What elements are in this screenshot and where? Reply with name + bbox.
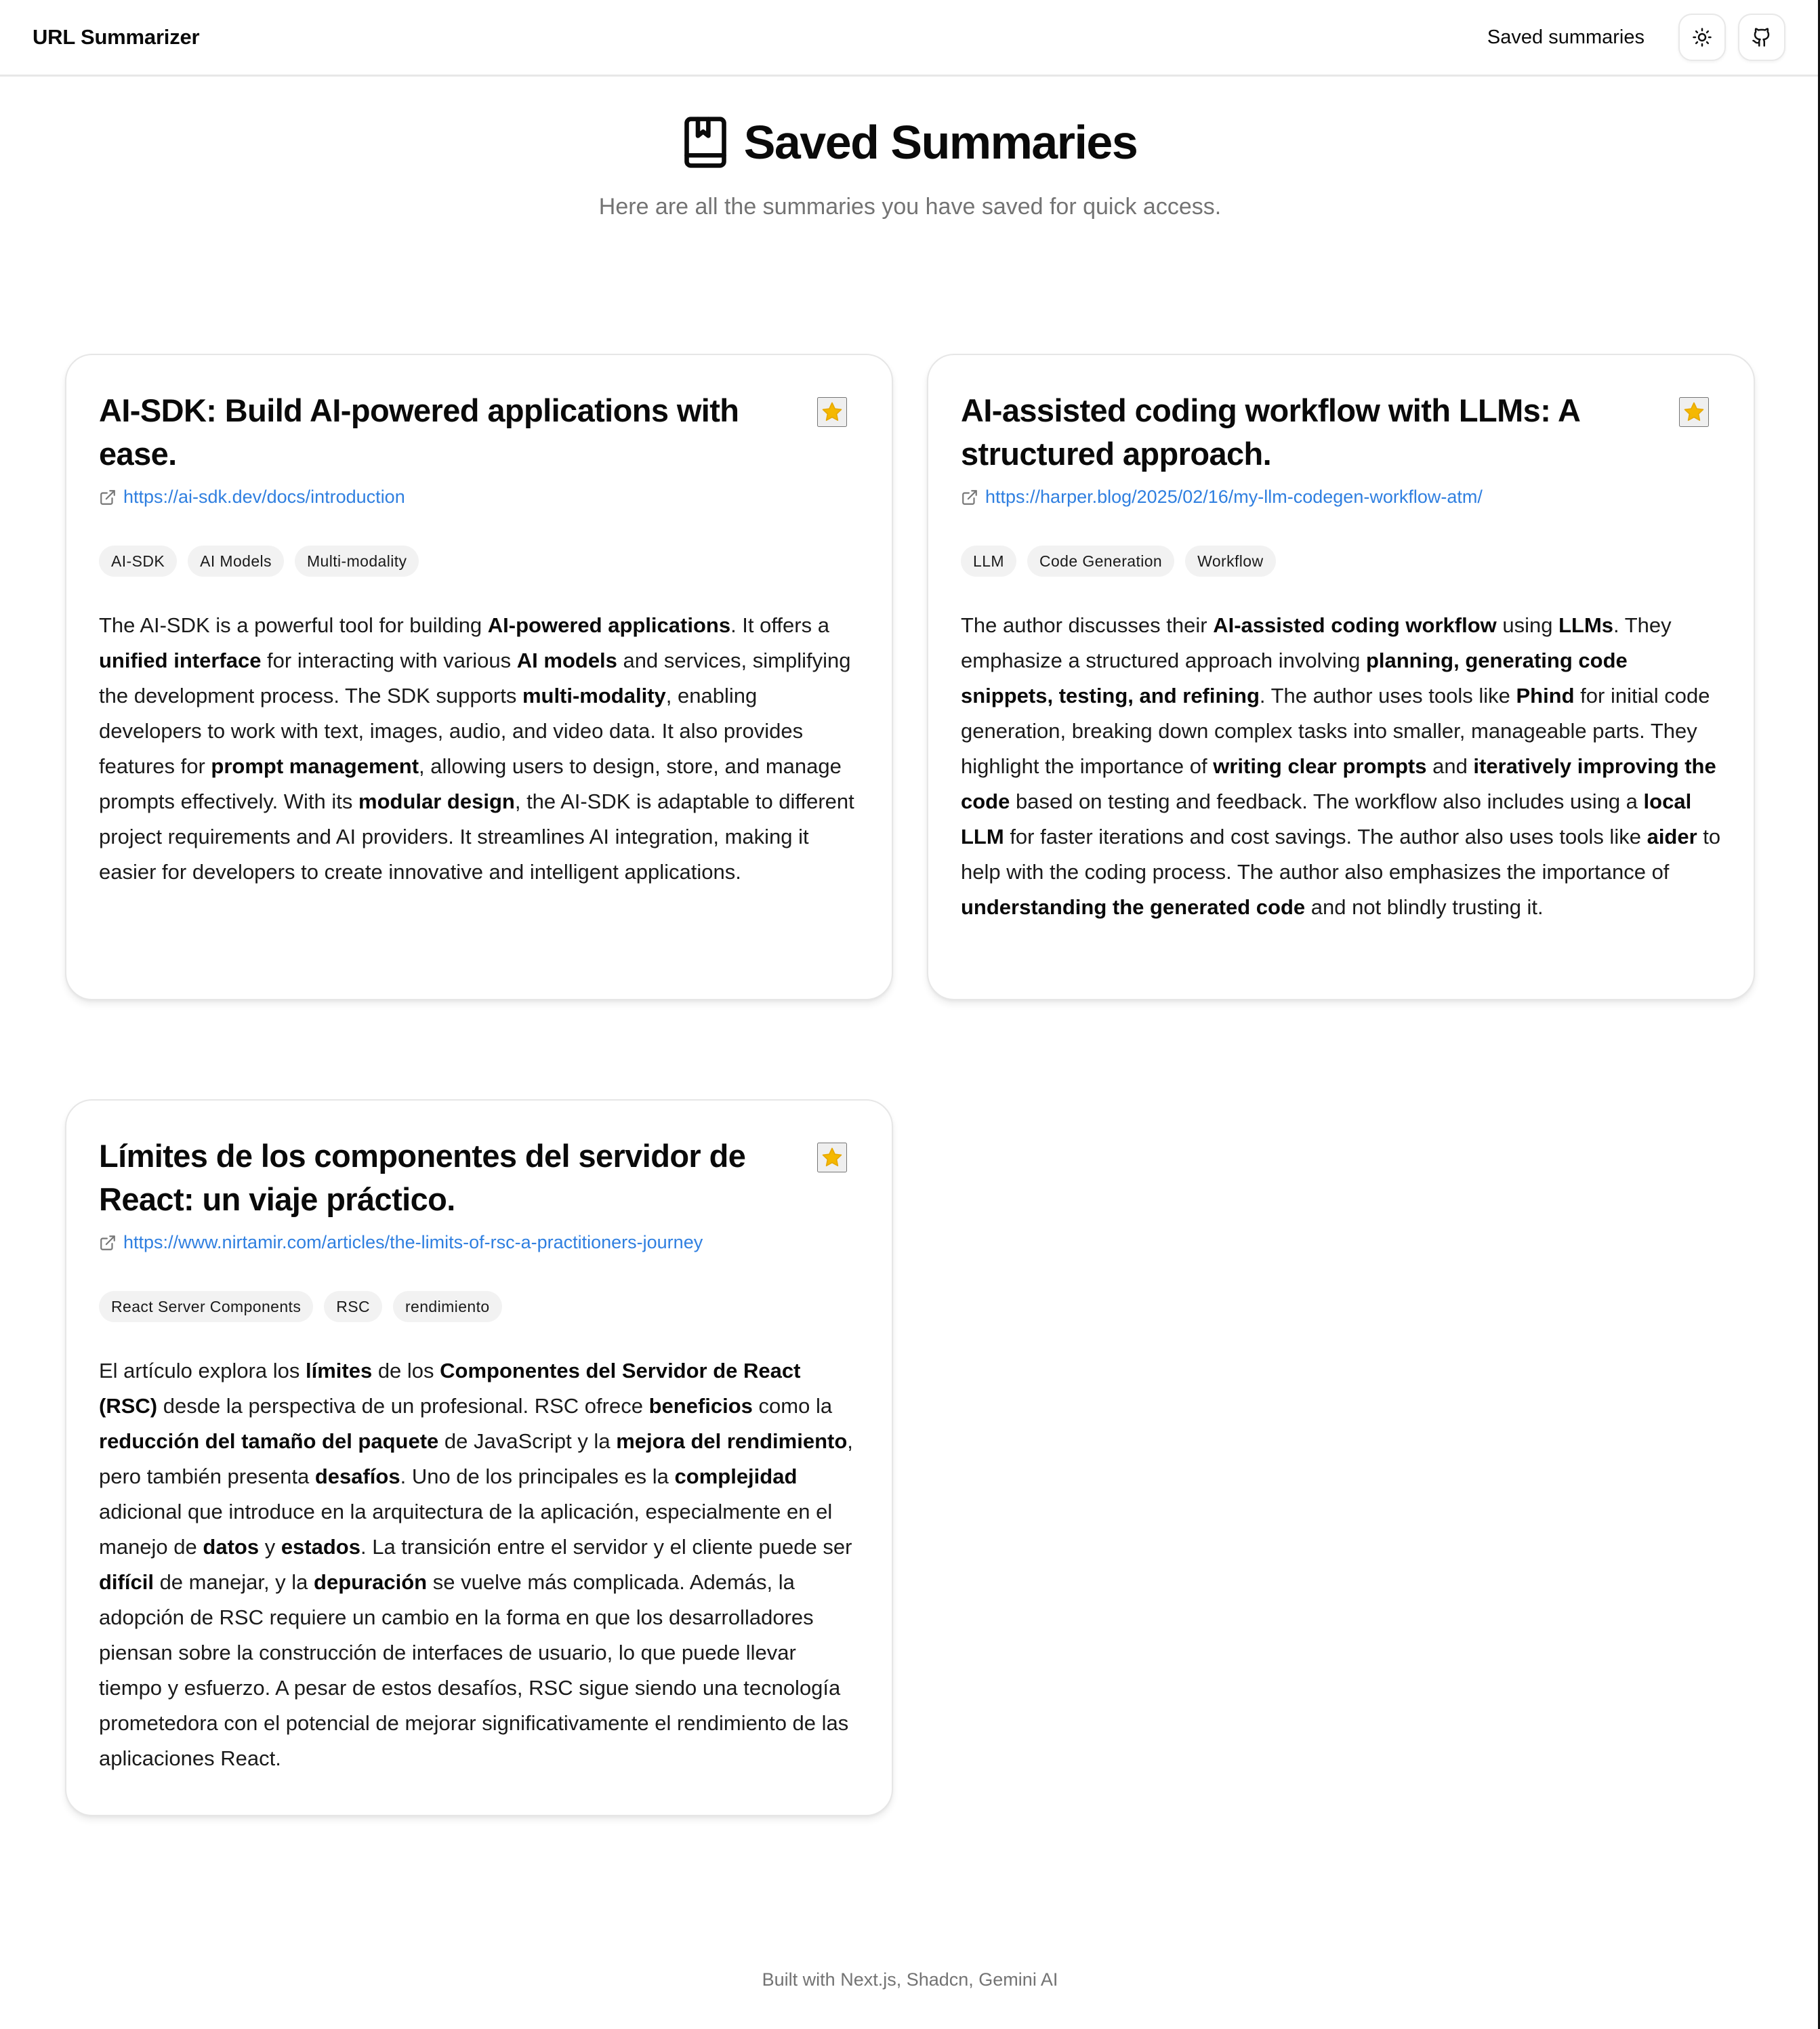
emphasis: multi-modality xyxy=(522,684,666,708)
book-bookmark-icon xyxy=(683,116,728,169)
tag-chip: AI Models xyxy=(188,546,284,577)
external-link-icon xyxy=(99,489,117,506)
top-navbar xyxy=(0,0,1818,77)
emphasis: local LLM xyxy=(961,790,1692,848)
nav-actions xyxy=(1487,14,1785,61)
source-url-text: https://www.nirtamir.com/articles/the-limits-of-rsc-a-practitioners-journey xyxy=(123,1232,703,1252)
emphasis: datos xyxy=(203,1535,260,1559)
tag-list xyxy=(99,1291,859,1322)
external-link-icon xyxy=(961,489,978,506)
emphasis: beneficios xyxy=(648,1394,753,1418)
tag-chip: AI-SDK xyxy=(99,546,177,577)
card-title: Límites de los componentes del servidor de React: un viaje práctico. xyxy=(99,1138,746,1217)
emphasis: desafíos xyxy=(314,1464,400,1488)
emphasis: reducción del tamaño del paquete xyxy=(99,1429,439,1453)
summary-card xyxy=(65,354,893,1000)
tag-chip: Multi-modality xyxy=(295,546,419,577)
github-button[interactable] xyxy=(1738,14,1785,61)
emphasis: LLMs xyxy=(1558,613,1614,637)
emphasis: depuración xyxy=(314,1570,428,1594)
summary-text: El artículo explora los límites de los Componentes del Servidor de React (RSC) desde la perspectiva de un profesional. RSC ofrece beneficios como la reducción del tamaño del paquete de JavaScript y la mejora del rendimiento, pero también presenta desafíos. Uno de los principales es la complejidad adicional que introduce en la arquitectura de la aplicación, especialmente en el manejo de datos y estados. La transición entre el servidor y el cliente puede ser difícil de manejar, y la depuración se vuelve más complicada. Además, la adopción de RSC requiere un cambio en la forma en que los desarrolladores piensan sobre la construcción de interfaces de usuario, lo que puede llevar tiempo y esfuerzo. A pesar de estos desafíos, RSC sigue siendo una tecnología prometedora con el potencial de mejorar significativamente el rendimiento de las aplicaciones React. xyxy=(99,1359,853,1770)
page-footer: Built with Next.js, Shadcn, Gemini AI xyxy=(762,1969,1058,1990)
external-link-icon xyxy=(99,1234,117,1252)
emphasis: understanding the generated code xyxy=(961,895,1306,919)
tag-list xyxy=(961,546,1721,577)
emphasis: AI-assisted coding workflow xyxy=(1213,613,1497,637)
tag-list xyxy=(99,546,859,577)
star-icon xyxy=(821,401,844,424)
saved-summaries-link[interactable]: Saved summaries xyxy=(1487,26,1645,48)
page-subtitle: Here are all the summaries you have saved for quick access. xyxy=(598,194,1222,220)
emphasis: planning, generating code snippets, testing, and refining xyxy=(961,649,1628,708)
emphasis: unified interface xyxy=(99,649,262,672)
tag-chip: React Server Components xyxy=(99,1291,313,1322)
summary-card xyxy=(65,1099,893,1816)
card-title: AI-assisted coding workflow with LLMs: A structured approach. xyxy=(961,392,1579,472)
source-url-link[interactable] xyxy=(99,1232,859,1253)
page-title xyxy=(683,115,1138,169)
tag-chip: RSC xyxy=(324,1291,382,1322)
emphasis: prompt management xyxy=(211,754,419,778)
emphasis: modular design xyxy=(358,790,515,813)
page-hero xyxy=(0,115,1820,220)
star-icon xyxy=(1682,401,1705,424)
source-url-text: https://ai-sdk.dev/docs/introduction xyxy=(123,487,405,507)
github-icon xyxy=(1752,27,1772,47)
card-header xyxy=(99,1134,859,1221)
brand-home-link[interactable]: URL Summarizer xyxy=(33,25,200,49)
favorite-star-button[interactable] xyxy=(1679,397,1709,427)
emphasis: iteratively improving the code xyxy=(961,754,1716,813)
emphasis: AI-powered applications xyxy=(487,613,731,637)
favorite-star-button[interactable] xyxy=(817,397,847,427)
tag-chip: Workflow xyxy=(1185,546,1275,577)
card-header xyxy=(961,389,1721,476)
emphasis: estados xyxy=(281,1535,360,1559)
tag-chip: LLM xyxy=(961,546,1016,577)
source-url-text: https://harper.blog/2025/02/16/my-llm-codegen-workflow-atm/ xyxy=(985,487,1483,507)
tag-chip: Code Generation xyxy=(1027,546,1174,577)
card-header xyxy=(99,389,859,476)
card-title: AI-SDK: Build AI-powered applications with ease. xyxy=(99,392,739,472)
emphasis: mejora del rendimiento xyxy=(616,1429,848,1453)
summary-text: The AI-SDK is a powerful tool for building AI-powered applications. It offers a unified interface for interacting with various AI models and services, simplifying the development process. The SDK supports multi-modality, enabling developers to work with text, images, audio, and video data. It also provides features for prompt management, allowing users to design, store, and manage prompts effectively. With its modular design, the AI-SDK is adaptable to different project requirements and AI providers. It streamlines AI integration, making it easier for developers to create innovative and intelligent applications. xyxy=(99,613,854,884)
favorite-star-button[interactable] xyxy=(817,1143,847,1172)
emphasis: difícil xyxy=(99,1570,154,1594)
page-title-text: Saved Summaries xyxy=(743,116,1138,169)
source-url-link[interactable] xyxy=(99,487,859,508)
theme-toggle-button[interactable] xyxy=(1678,14,1726,61)
emphasis: AI models xyxy=(516,649,617,672)
emphasis: Phind xyxy=(1516,684,1575,708)
emphasis: límites xyxy=(305,1359,373,1382)
summary-card xyxy=(927,354,1755,1000)
emphasis: complejidad xyxy=(674,1464,798,1488)
emphasis: writing clear prompts xyxy=(1213,754,1427,778)
emphasis: aider xyxy=(1647,825,1697,848)
star-icon xyxy=(821,1146,844,1169)
emphasis: Componentes del Servidor de React (RSC) xyxy=(99,1359,801,1418)
source-url-link[interactable] xyxy=(961,487,1721,508)
summary-text: The author discusses their AI-assisted coding workflow using LLMs. They emphasize a structured approach involving planning, generating code snippets, testing, and refining. The author uses tools like Phind for initial code generation, breaking down complex tasks into smaller, manageable parts. They highlight the importance of writing clear prompts and iteratively improving the code based on testing and feedback. The workflow also includes using a local LLM for faster iterations and cost savings. The author also uses tools like aider to help with the coding process. The author also emphasizes the importance of understanding the generated code and not blindly trusting it. xyxy=(961,613,1721,919)
sun-icon xyxy=(1692,27,1712,47)
tag-chip: rendimiento xyxy=(393,1291,502,1322)
